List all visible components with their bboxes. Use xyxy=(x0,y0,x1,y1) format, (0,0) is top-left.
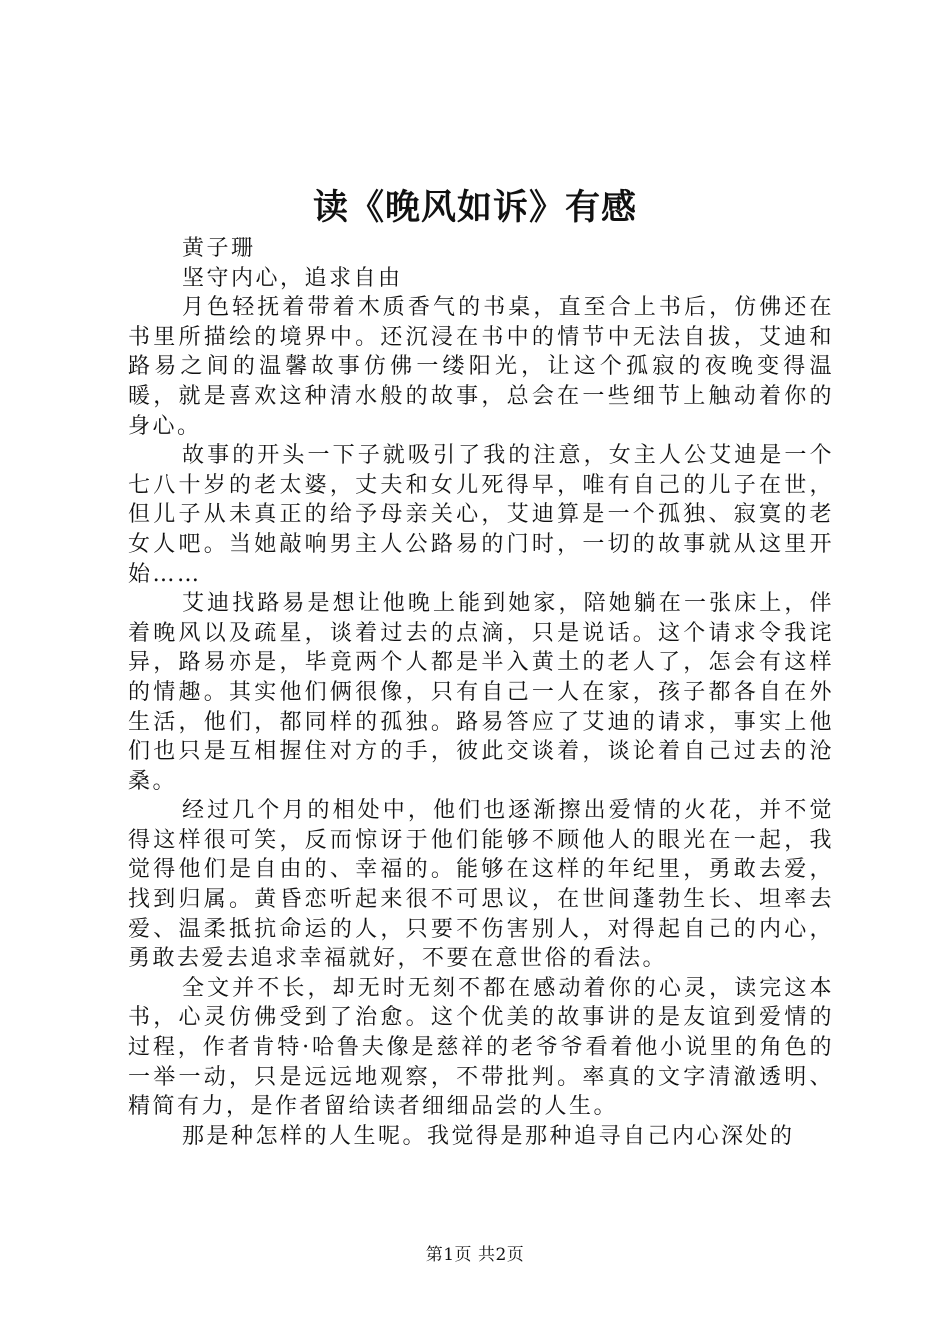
author-line: 黄子珊 xyxy=(182,236,256,261)
page-number-footer: 第1页 共2页 xyxy=(425,1245,525,1265)
paragraph: 那是种怎样的人生呢。我觉得是那种追寻自己内心深处的 xyxy=(182,1123,795,1149)
paragraph: 全文并不长，却无时无刻不都在感动着你的心灵，读完这本书，心灵仿佛受到了治愈。这个优美的故事讲的是友谊到爱情的过程，作者肯特·哈鲁夫像是慈祥的老爷爷看着他小说里的角色的一举一动，只是远远地观察，不带批判。率真的文字清澈透明、精简有力，是作者留给读者细细品尝的人生。 xyxy=(128,975,834,1120)
document-title: 读《晚风如诉》有感 xyxy=(312,187,637,228)
paragraph: 经过几个月的相处中，他们也逐渐擦出爱情的火花，并不觉得这样很可笑，反而惊讶于他们能够不顾他人的眼光在一起，我觉得他们是自由的、幸福的。能够在这样的年纪里，勇敢去爱，找到归属。黄昏恋听起来很不可思议，在世间蓬勃生长、坦率去爱、温柔抵抗命运的人，只要不伤害别人，对得起自己的内心，勇敢去爱去追求幸福就好，不要在意世俗的看法。 xyxy=(128,798,834,972)
paragraph: 故事的开头一下子就吸引了我的注意，女主人公艾迪是一个七八十岁的老太婆，丈夫和女儿死得早，唯有自己的儿子在世，但儿子从未真正的给予母亲关心，艾迪算是一个孤独、寂寞的老女人吧。当她敲响男主人公路易的门时，一切的故事就从这里开始…… xyxy=(128,443,834,587)
document-body xyxy=(128,234,834,1151)
paragraph: 艾迪找路易是想让他晚上能到她家，陪她躺在一张床上，伴着晚风以及疏星，谈着过去的点滴，只是说话。这个请求令我诧异，路易亦是，毕竟两个人都是半入黄土的老人了，怎会有这样的情趣。其实他们俩很像，只有自己一人在家，孩子都各自在外生活，他们，都同样的孤独。路易答应了艾迪的请求，事实上他们也只是互相握住对方的手，彼此交谈着，谈论着自己过去的沧桑。 xyxy=(128,591,834,794)
paragraph: 月色轻抚着带着木质香气的书桌，直至合上书后，仿佛还在书里所描绘的境界中。还沉浸在书中的情节中无法自拔，艾迪和路易之间的温馨故事仿佛一缕阳光，让这个孤寂的夜晚变得温暖，就是喜欢这种清水般的故事，总会在一些细节上触动着你的身心。 xyxy=(128,295,834,439)
subtitle-line: 坚守内心，追求自由 xyxy=(182,265,403,291)
